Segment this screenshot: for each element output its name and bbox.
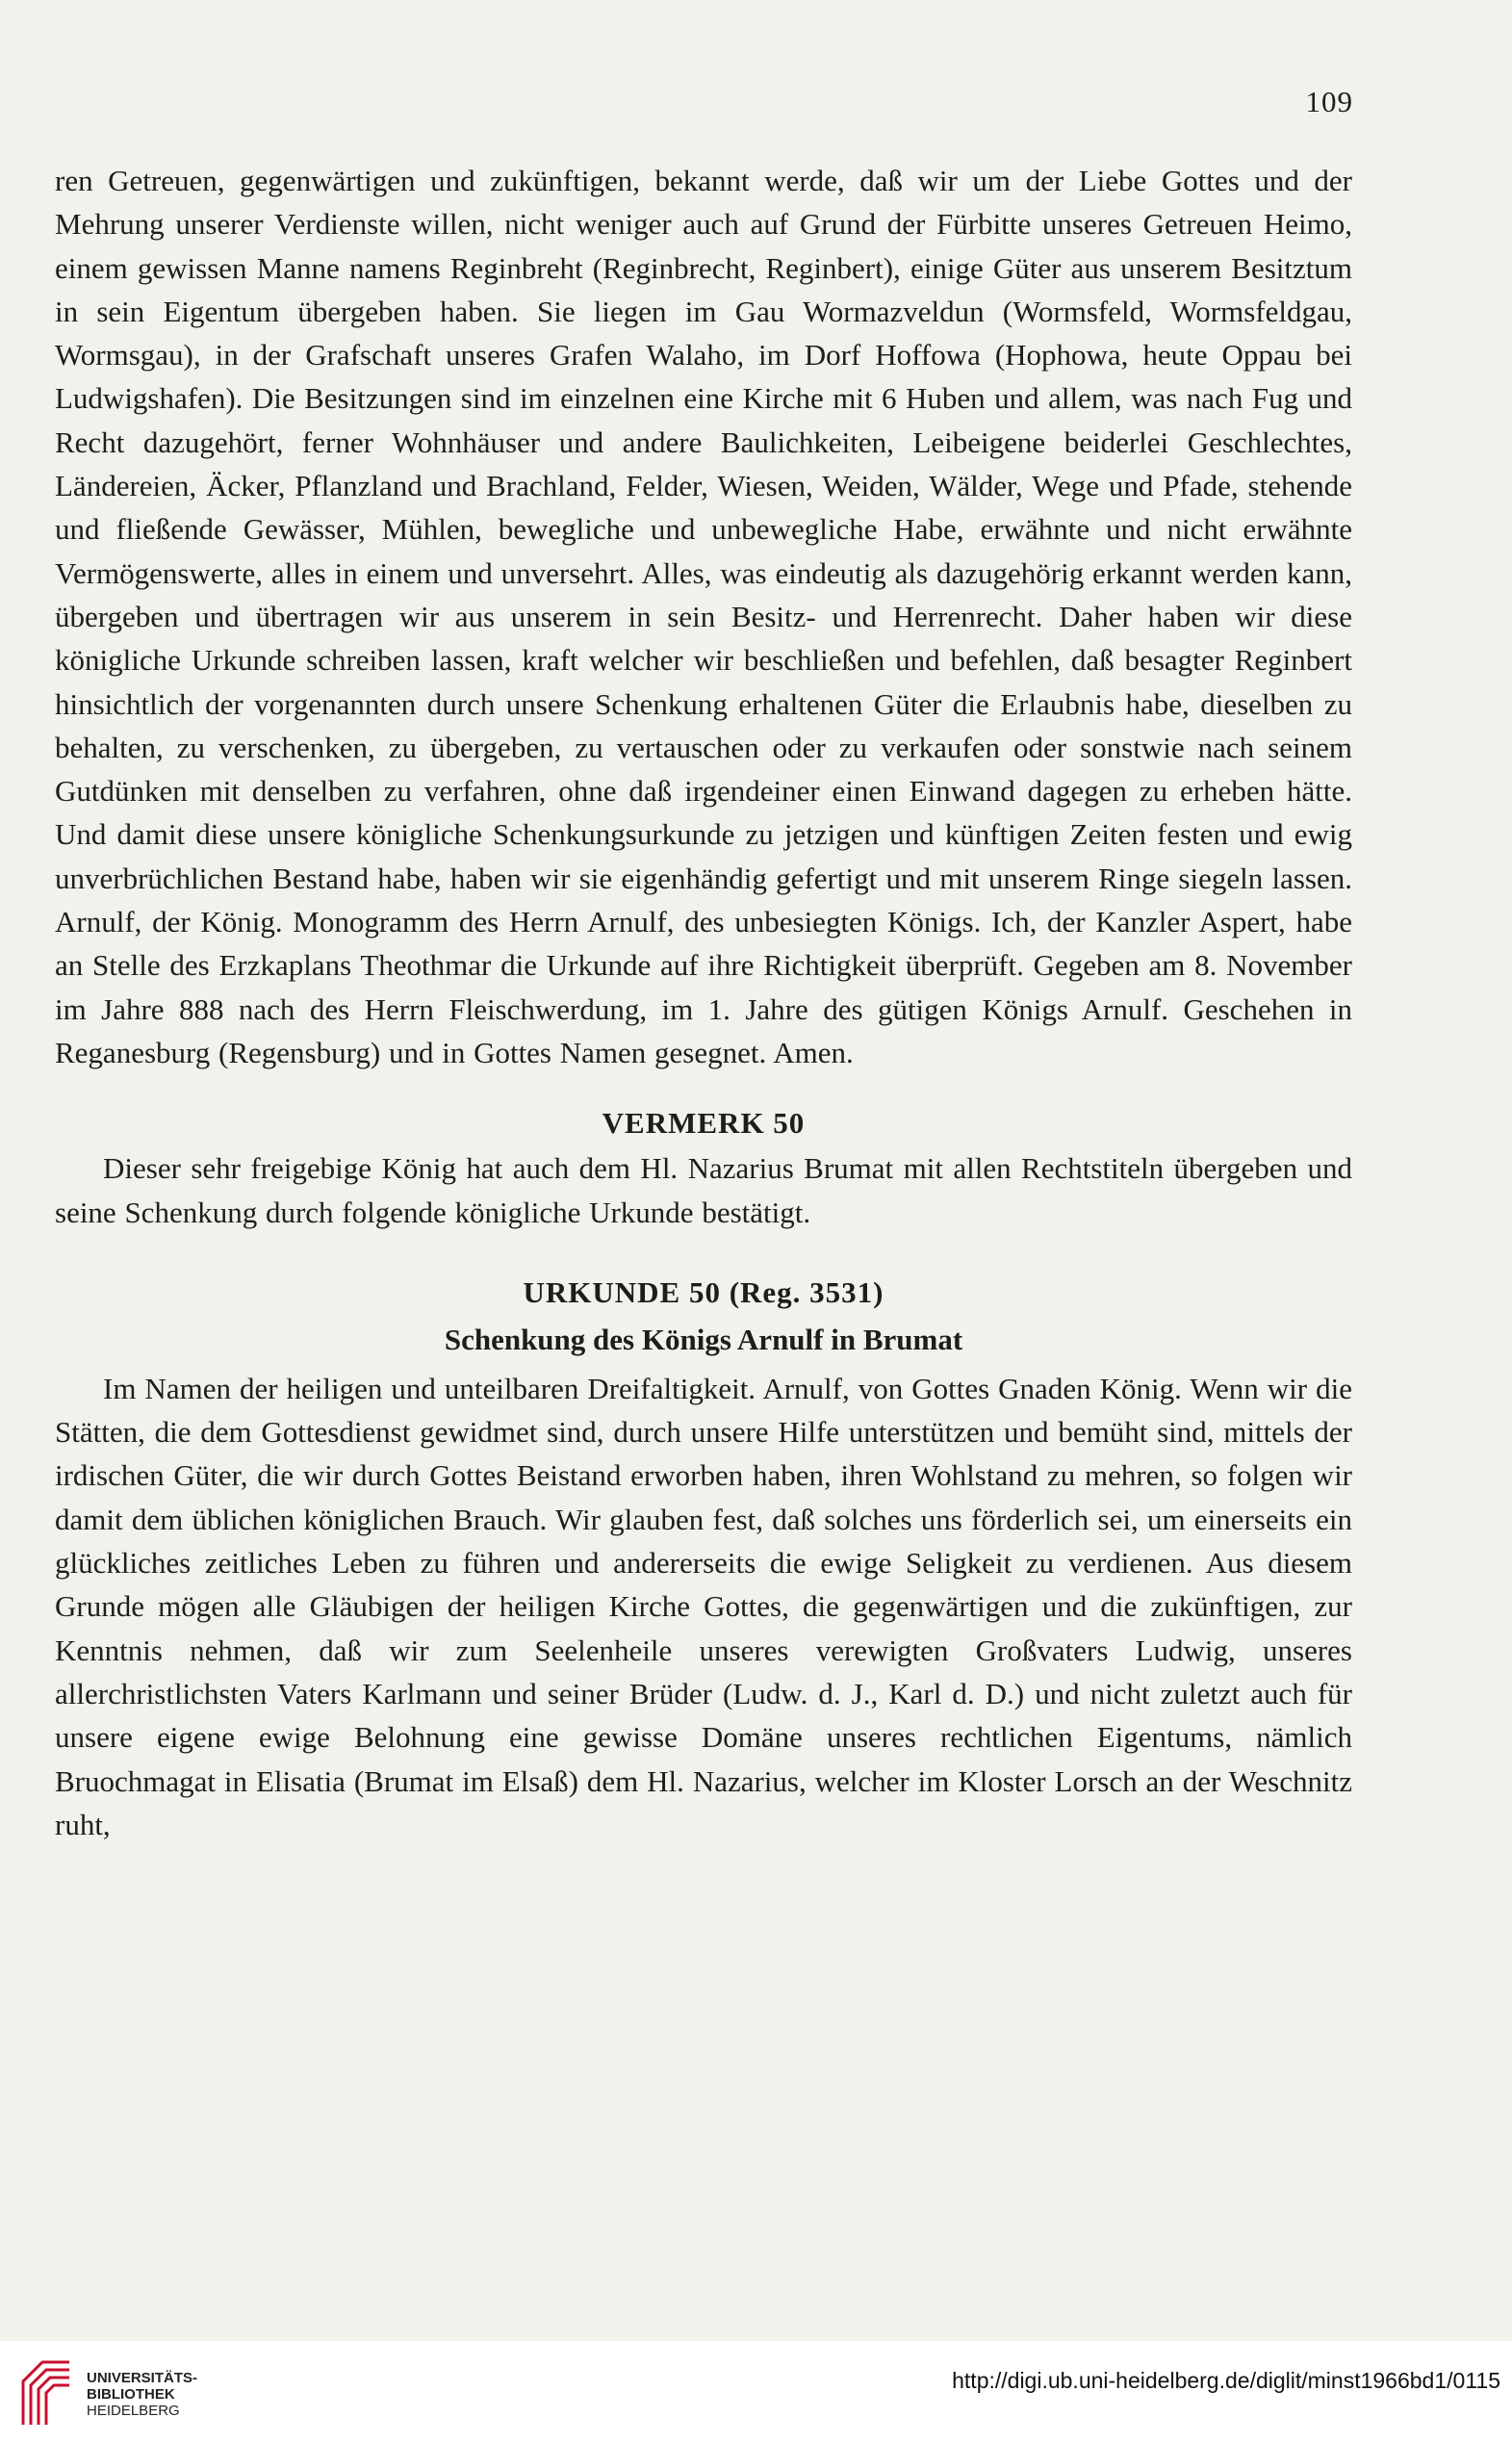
library-name-line: HEIDELBERG — [87, 2403, 180, 2419]
paragraph-vermerk: Dieser sehr freigebige König hat auch dem Hl. Nazarius Brumat mit allen Rechtstiteln übergeben und seine Schenkung durch folgende königliche Urkunde bestätigt. — [55, 1151, 1352, 1229]
library-name — [87, 2370, 197, 2419]
library-name-line: UNIVERSITÄTS- — [87, 2370, 198, 2386]
library-name-line: BIBLIOTHEK — [87, 2386, 175, 2403]
page-body — [55, 159, 1352, 1846]
library-logo-icon — [13, 2353, 77, 2430]
paragraph-urkunde: Im Namen der heiligen und unteilbaren Dreifaltigkeit. Arnulf, von Gottes Gnaden König. Wenn wir die Stätten, die dem Gottesdienst gewidmet sind, durch unsere Hilfe unterstützen und bemüht sind, mittels der irdischen Güter, die wir durch Gottes Beistand erworben haben, ihren Wohlstand zu mehren, so folgen wir damit dem üblichen königlichen Brauch. Wir glauben fest, daß solches uns förderlich sei, um einerseits ein glückliches zeitliches Leben zu führen und andererseits die ewige Seligkeit zu verdienen. Aus diesem Grunde mögen alle Gläubigen der heiligen Kirche Gottes, die gegenwärtigen und die zukünftigen, zur Kenntnis nehmen, daß wir zum Seelenheile unseres verewigten Großvaters Ludwig, unseres allerchristlichsten Vaters Karlmann und seiner Brüder (Ludw. d. J., Karl d. D.) und nicht zuletzt auch für unsere eigene ewige Belohnung eine gewisse Domäne unseres rechtlichen Eigentums, nämlich Bruochmagat in Elisatia (Brumat im Elsaß) dem Hl. Nazarius, welcher im Kloster Lorsch an der Weschnitz ruht, — [55, 1371, 1352, 1841]
source-url-link[interactable]: http://digi.ub.uni-heidelberg.de/diglit/minst1966bd1/0115 — [952, 2368, 1500, 2393]
page-number: 109 — [1305, 85, 1353, 118]
paragraph-charter-49-continuation: ren Getreuen, gegenwärtigen und zukünftigen, bekannt werde, daß wir um der Liebe Gottes und der Mehrung unserer Verdienste willen, nicht weniger auch auf Grund der Fürbitte unseres Getreuen Heimo, einem gewissen Manne namens Reginbreht (Reginbrecht, Reginbert), einige Güter aus unserem Besitztum in sein Eigentum übergeben haben. Sie liegen im Gau Wormazveldun (Wormsfeld, Wormsfeldgau, Wormsgau), in der Grafschaft unseres Grafen Walaho, im Dorf Hoffowa (Hophowa, heute Oppau bei Ludwigshafen). Die Besitzungen sind im einzelnen eine Kirche mit 6 Huben und allem, was nach Fug und Recht dazugehört, ferner Wohnhäuser und andere Baulichkeiten, Leibeigene beiderlei Geschlechtes, Ländereien, Äcker, Pflanzland und Brachland, Felder, Wiesen, Weiden, Wälder, Wege und Pfade, stehende und fließende Gewässer, Mühlen, bewegliche und unbewegliche Habe, erwähnte und nicht erwähnte Vermögenswerte, alles in einem und unversehrt. Alles, was eindeutig als dazugehörig erkannt werden kann, übergeben und übertragen wir aus unserem in sein Besitz- und Herrenrecht. Daher haben wir diese königliche Urkunde schreiben lassen, kraft welcher wir beschließen und befehlen, daß besagter Reginbert hinsichtlich der vorgenannten durch unsere Schenkung erhaltenen Güter die Erlaubnis habe, dieselben zu behalten, zu verschenken, zu übergeben, zu vertauschen oder zu verkaufen oder sonstwie nach seinem Gutdünken mit denselben zu verfahren, ohne daß irgendeiner einen Einwand dagegen zu erheben hätte. Und damit diese unsere königliche Schenkungsurkunde zu jetzigen und künftigen Zeiten festen und ewig unverbrüchlichen Bestand habe, haben wir sie eigenhändig gefertigt und mit unserem Ringe siegeln lassen. Arnulf, der König. Monogramm des Herrn Arnulf, des unbesiegten Königs. Ich, der Kanzler Aspert, habe an Stelle des Erzkaplans Theothmar die Urkunde auf ihre Richtigkeit überprüft. Gegeben am 8. November im Jahre 888 nach des Herrn Fleischwerdung, im 1. Jahre des gütigen Königs Arnulf. Geschehen in Reganesburg (Regensburg) und in Gottes Namen gesegnet. Amen. — [55, 164, 1352, 1069]
section-heading-urkunde: URKUNDE 50 (Reg. 3531) — [523, 1274, 884, 1309]
footer-bar — [0, 2341, 1512, 2443]
section-subheading-urkunde: Schenkung des Königs Arnulf in Brumat — [444, 1322, 963, 1356]
section-heading-vermerk: VERMERK 50 — [602, 1106, 806, 1141]
